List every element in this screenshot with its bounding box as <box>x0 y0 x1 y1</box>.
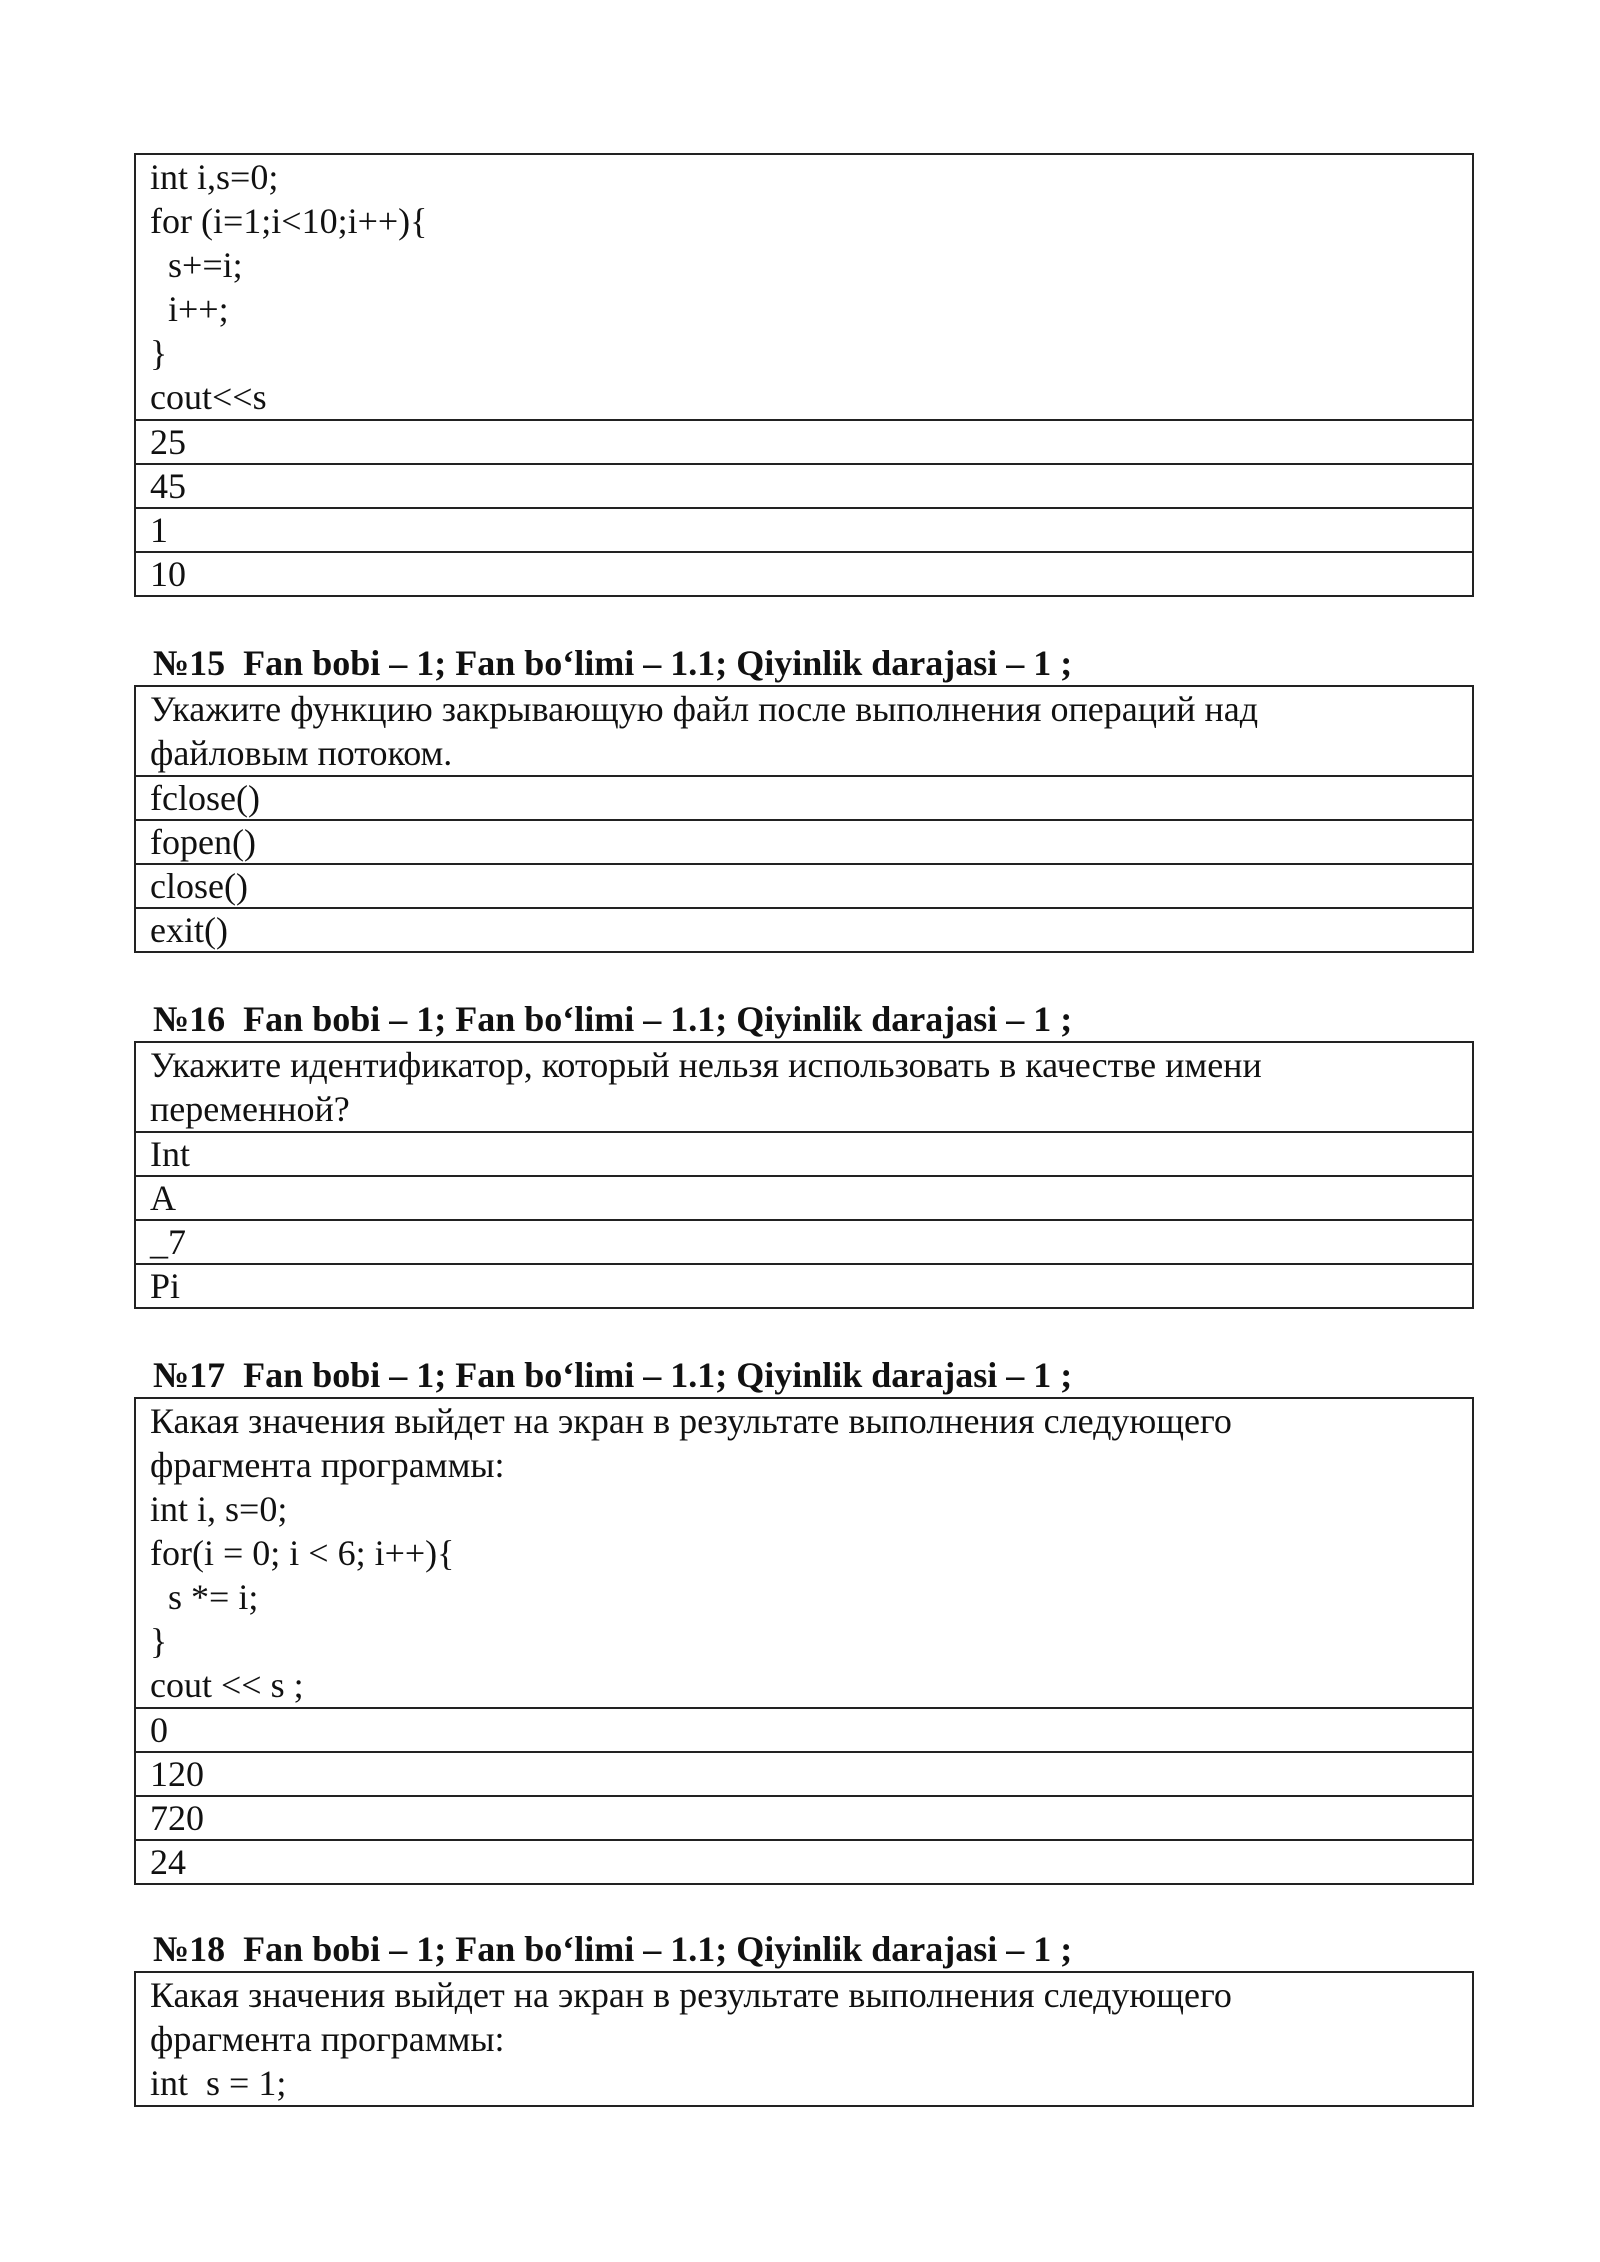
answer-option: 0 <box>135 1708 1473 1752</box>
question-text-line: переменной? <box>150 1089 350 1129</box>
question-cell <box>135 686 1473 776</box>
question-table <box>134 1397 1474 1885</box>
question-text-line: int i, s=0; <box>150 1489 288 1529</box>
answer-row <box>135 1132 1473 1176</box>
question-row <box>135 686 1473 776</box>
answer-row <box>135 552 1473 596</box>
question-row <box>135 154 1473 420</box>
question-cell <box>135 1398 1473 1708</box>
question-row <box>135 1042 1473 1132</box>
question-text-line: фрагмента программы: <box>150 2019 505 2059</box>
question-text-line: файловым потоком. <box>150 733 453 773</box>
question-text-line: i++; <box>150 289 229 329</box>
question-text-line: } <box>150 1621 168 1661</box>
question-row <box>135 1972 1473 2106</box>
answer-option: 25 <box>135 420 1473 464</box>
question-text-line: Какая значения выйдет на экран в результате выполнения следующего <box>150 1975 1232 2015</box>
answer-option: close() <box>135 864 1473 908</box>
answer-option: Pi <box>135 1264 1473 1308</box>
answer-option: fopen() <box>135 820 1473 864</box>
question-heading: №18 Fan bobi – 1; Fan boʻlimi – 1.1; Qiyinlik darajasi – 1 ; <box>153 1929 1073 1969</box>
answer-row <box>135 1840 1473 1884</box>
question-text-line: for (i=1;i<10;i++){ <box>150 201 428 241</box>
question-table <box>134 153 1474 597</box>
question-table <box>134 1971 1474 2107</box>
question-text-line: s+=i; <box>150 245 243 285</box>
answer-row <box>135 464 1473 508</box>
question-text-line: cout<<s <box>150 377 267 417</box>
question-row <box>135 1398 1473 1708</box>
answer-option: 45 <box>135 464 1473 508</box>
answer-row <box>135 1220 1473 1264</box>
question-heading: №17 Fan bobi – 1; Fan boʻlimi – 1.1; Qiyinlik darajasi – 1 ; <box>153 1355 1073 1395</box>
question-cell <box>135 1972 1473 2106</box>
answer-row <box>135 776 1473 820</box>
answer-option: 24 <box>135 1840 1473 1884</box>
question-text-line: фрагмента программы: <box>150 1445 505 1485</box>
question-text-line: s *= i; <box>150 1577 259 1617</box>
answer-row <box>135 820 1473 864</box>
question-heading: №15 Fan bobi – 1; Fan boʻlimi – 1.1; Qiyinlik darajasi – 1 ; <box>153 643 1073 683</box>
answer-option: 120 <box>135 1752 1473 1796</box>
question-cell <box>135 1042 1473 1132</box>
question-text-line: int s = 1; <box>150 2063 287 2103</box>
answer-option: exit() <box>135 908 1473 952</box>
question-table <box>134 685 1474 953</box>
answer-option: fclose() <box>135 776 1473 820</box>
question-table <box>134 1041 1474 1309</box>
answer-row <box>135 1176 1473 1220</box>
answer-option: 720 <box>135 1796 1473 1840</box>
answer-row <box>135 908 1473 952</box>
answer-row <box>135 1264 1473 1308</box>
answer-row <box>135 1796 1473 1840</box>
answer-row <box>135 508 1473 552</box>
question-text-line: int i,s=0; <box>150 157 279 197</box>
answer-row <box>135 420 1473 464</box>
answer-row <box>135 1708 1473 1752</box>
answer-option: 1 <box>135 508 1473 552</box>
answer-row <box>135 1752 1473 1796</box>
answer-option: 10 <box>135 552 1473 596</box>
question-text-line: } <box>150 333 168 373</box>
question-text-line: for(i = 0; i < 6; i++){ <box>150 1533 455 1573</box>
question-text-line: Какая значения выйдет на экран в результате выполнения следующего <box>150 1401 1232 1441</box>
question-cell <box>135 154 1473 420</box>
question-text-line: Укажите функцию закрывающую файл после выполнения операций над <box>150 689 1259 729</box>
question-text-line: cout << s ; <box>150 1665 304 1705</box>
question-text-line: Укажите идентификатор, который нельзя использовать в качестве имени <box>150 1045 1262 1085</box>
question-heading: №16 Fan bobi – 1; Fan boʻlimi – 1.1; Qiyinlik darajasi – 1 ; <box>153 999 1073 1039</box>
answer-row <box>135 864 1473 908</box>
answer-option: A <box>135 1176 1473 1220</box>
answer-option: Int <box>135 1132 1473 1176</box>
answer-option: _7 <box>135 1220 1473 1264</box>
